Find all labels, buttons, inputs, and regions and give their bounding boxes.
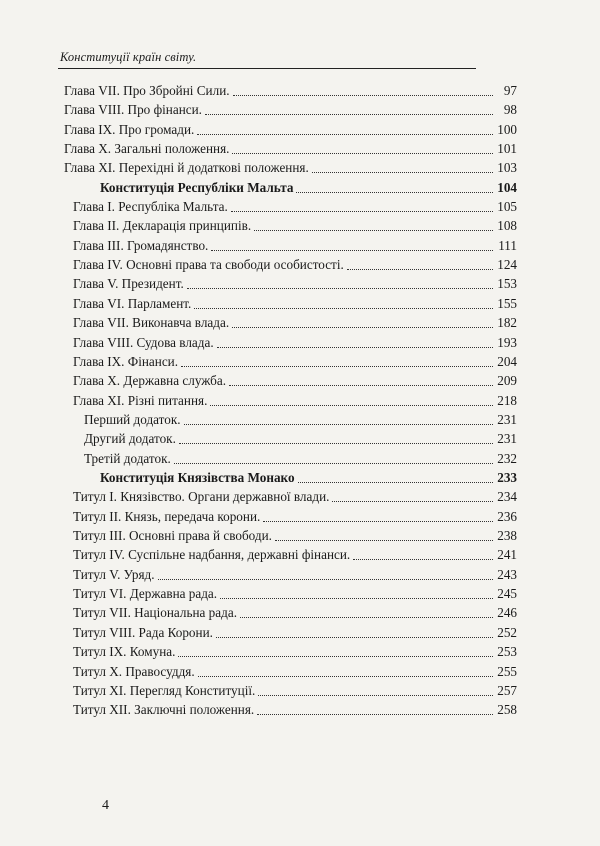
- toc-entry-page: 182: [497, 315, 517, 330]
- toc-entry-page: 252: [497, 625, 517, 640]
- toc-section-heading-title: Конституція Князівства Монако: [100, 470, 295, 485]
- toc-entry-title: Титул V. Уряд.: [73, 567, 155, 582]
- toc-entry: [64, 119, 517, 138]
- toc-entry-page: 193: [497, 335, 517, 350]
- toc-entry-title: Третій додаток.: [84, 451, 171, 466]
- dot-leader: [296, 191, 493, 193]
- toc-entry-page: 98: [503, 102, 517, 117]
- dot-leader: [194, 307, 493, 309]
- dot-leader: [198, 675, 493, 677]
- toc-entry-title: Глава X. Державна служба.: [73, 373, 227, 388]
- toc-entry: [73, 312, 517, 331]
- dot-leader: [181, 365, 493, 367]
- dot-leader: [217, 346, 493, 348]
- dot-leader: [210, 404, 493, 406]
- toc-entry-page: 97: [503, 83, 517, 98]
- toc-entry-title: Глава VIII. Про фінанси.: [64, 102, 202, 117]
- dot-leader: [174, 462, 493, 464]
- dot-leader: [216, 636, 493, 638]
- toc-entry-page: 231: [497, 431, 517, 446]
- toc-entry: [73, 273, 517, 292]
- toc-entry-title: Глава VIII. Судова влада.: [73, 335, 214, 350]
- toc-entry-page: 245: [497, 586, 517, 601]
- toc-entry-page: 101: [497, 141, 517, 156]
- toc-entry-page: 153: [497, 276, 517, 291]
- page-number: 4: [102, 798, 109, 813]
- toc-entry-title: Глава XI. Різні питання.: [73, 393, 208, 408]
- toc-entry-page: 255: [497, 664, 517, 679]
- dot-leader: [232, 152, 493, 154]
- toc-entry-title: Титул III. Основні права й свободи.: [73, 528, 272, 543]
- toc-entry: [73, 544, 517, 563]
- toc-entry-title: Глава III. Громадянство.: [73, 238, 209, 253]
- toc-entry: [73, 293, 517, 312]
- toc-entry: [73, 486, 517, 505]
- dot-leader: [231, 210, 493, 212]
- dot-leader: [211, 249, 493, 251]
- dot-leader: [240, 616, 493, 618]
- toc-entry: [73, 661, 517, 680]
- toc-entry-title: Другий додаток.: [84, 431, 176, 446]
- toc-entry: [84, 409, 517, 428]
- toc-section-heading: [100, 467, 517, 486]
- toc-entry-page: 258: [497, 702, 517, 717]
- dot-leader: [275, 539, 493, 541]
- toc-entry: [73, 680, 517, 699]
- toc-entry: [84, 448, 517, 467]
- toc-entry: [73, 370, 517, 389]
- toc-entry-page: 246: [497, 605, 517, 620]
- toc-entry: [73, 351, 517, 370]
- toc-section-heading-page: 104: [497, 180, 517, 195]
- toc-entry: [73, 332, 517, 351]
- toc-entry-page: 232: [497, 451, 517, 466]
- toc-entry-title: Титул VIII. Рада Корони.: [73, 625, 213, 640]
- dot-leader: [229, 384, 493, 386]
- toc-section-heading-page: 233: [497, 470, 517, 485]
- toc-entry-title: Титул X. Правосуддя.: [73, 664, 195, 679]
- toc-entry-page: 231: [497, 412, 517, 427]
- dot-leader: [187, 287, 493, 289]
- dot-leader: [258, 694, 493, 696]
- toc-entry-page: 209: [497, 373, 517, 388]
- dot-leader: [233, 94, 493, 96]
- toc-entry-page: 108: [497, 218, 517, 233]
- toc-section-heading: [100, 177, 517, 196]
- toc-entry-page: 105: [497, 199, 517, 214]
- toc-entry-title: Глава IV. Основні права та свободи особистості.: [73, 257, 344, 272]
- toc-entry: [73, 622, 517, 641]
- toc-entry: [73, 564, 517, 583]
- toc-entry: [73, 525, 517, 544]
- dot-leader: [178, 655, 493, 657]
- dot-leader: [197, 133, 493, 135]
- toc-entry: [84, 428, 517, 447]
- toc-entry-title: Перший додаток.: [84, 412, 181, 427]
- dot-leader: [254, 229, 493, 231]
- dot-leader: [347, 268, 493, 270]
- dot-leader: [179, 442, 493, 444]
- toc-entry: [64, 80, 517, 99]
- toc-entry: [64, 138, 517, 157]
- toc-entry-title: Глава II. Декларація принципів.: [73, 218, 252, 233]
- toc-entry-page: 155: [497, 296, 517, 311]
- toc-entry-page: 218: [497, 393, 517, 408]
- dot-leader: [353, 558, 493, 560]
- toc-entry-title: Титул XII. Заключні положення.: [73, 702, 255, 717]
- dot-leader: [298, 481, 493, 483]
- dot-leader: [312, 171, 493, 173]
- toc-entry-title: Титул IV. Суспільне надбання, державні фінанси.: [73, 547, 351, 562]
- toc-entry-page: 111: [498, 238, 517, 253]
- toc-entry-page: 238: [497, 528, 517, 543]
- toc-entry-title: Титул VI. Державна рада.: [73, 586, 218, 601]
- dot-leader: [263, 520, 493, 522]
- header-rule: [58, 68, 476, 69]
- dot-leader: [332, 500, 493, 502]
- toc-entry-title: Глава VII. Виконавча влада.: [73, 315, 230, 330]
- toc-entry-title: Глава VII. Про Збройні Сили.: [64, 83, 230, 98]
- running-head: Конституції країн світу.: [60, 50, 197, 64]
- toc-entry-title: Титул XI. Перегляд Конституції.: [73, 683, 256, 698]
- dot-leader: [158, 578, 493, 580]
- toc-entry-page: 234: [497, 489, 517, 504]
- toc-entry: [73, 602, 517, 621]
- toc-entry: [64, 157, 517, 176]
- toc-entry: [73, 254, 517, 273]
- toc-entry-page: 124: [497, 257, 517, 272]
- toc-entry-page: 241: [497, 547, 517, 562]
- toc-entry: [73, 215, 517, 234]
- dot-leader: [257, 713, 493, 715]
- toc-entry-title: Титул VII. Національна рада.: [73, 605, 237, 620]
- toc-entry-page: 236: [497, 509, 517, 524]
- toc-entry-page: 243: [497, 567, 517, 582]
- toc-entry: [73, 641, 517, 660]
- dot-leader: [205, 113, 493, 115]
- toc-entry-title: Титул II. Князь, передача корони.: [73, 509, 261, 524]
- toc-entry-title: Титул IX. Комуна.: [73, 644, 176, 659]
- toc-entry: [73, 390, 517, 409]
- toc-entry: [73, 196, 517, 215]
- dot-leader: [232, 326, 493, 328]
- dot-leader: [220, 597, 493, 599]
- toc-entry-title: Глава IX. Про громади.: [64, 122, 195, 137]
- toc-entry: [64, 99, 517, 118]
- toc-entry-title: Титул I. Князівство. Органи державної влади.: [73, 489, 330, 504]
- toc-entry: [73, 583, 517, 602]
- toc-entry-title: Глава IX. Фінанси.: [73, 354, 179, 369]
- toc-section-heading-title: Конституція Республіки Мальта: [100, 180, 294, 195]
- toc-entry-page: 253: [497, 644, 517, 659]
- toc-entry-page: 103: [497, 160, 517, 175]
- toc-entry-title: Глава X. Загальні положення.: [64, 141, 230, 156]
- toc-entry-page: 257: [497, 683, 517, 698]
- toc-entry-title: Глава XI. Перехідні й додаткові положення.: [64, 160, 309, 175]
- toc-entry-title: Глава VI. Парламент.: [73, 296, 192, 311]
- toc-entry: [73, 506, 517, 525]
- toc-entry-page: 100: [497, 122, 517, 137]
- toc-entry-title: Глава V. Президент.: [73, 276, 184, 291]
- toc-entry-page: 204: [497, 354, 517, 369]
- toc-entry: [73, 235, 517, 254]
- dot-leader: [184, 423, 493, 425]
- toc-entry-title: Глава I. Республіка Мальта.: [73, 199, 228, 214]
- toc-entry: [73, 699, 517, 718]
